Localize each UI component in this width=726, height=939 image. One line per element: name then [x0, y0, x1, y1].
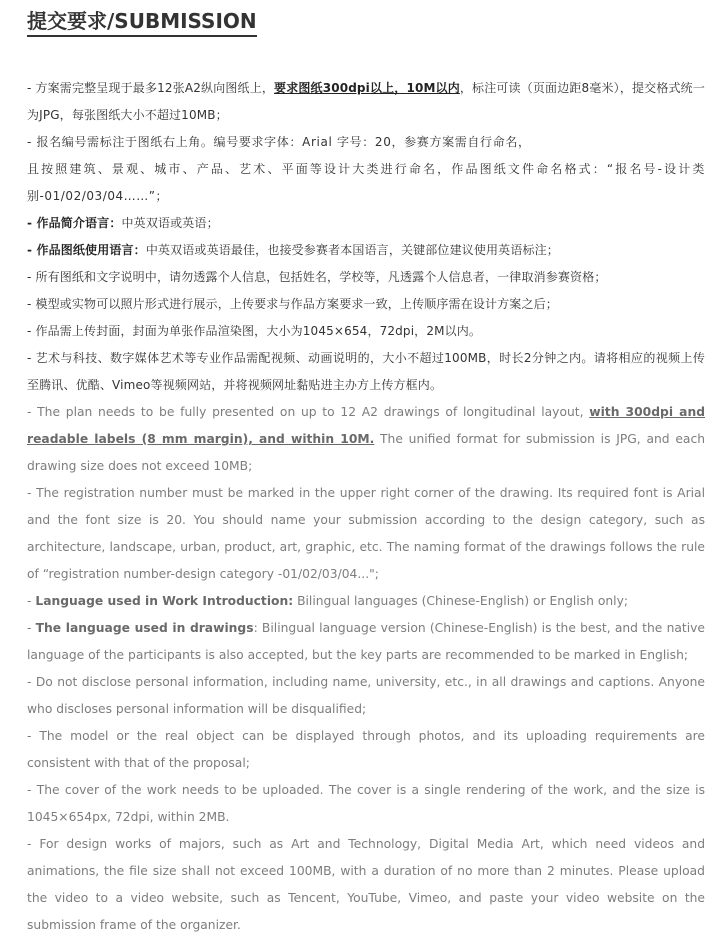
cn-item-intro-language-value: 中英双语或英语； [121, 216, 219, 230]
en-item-intro-language-dash: - [27, 594, 36, 608]
cn-item-format-emphasis: 要求图纸300dpi以上，10M以内 [274, 81, 460, 95]
en-item-drawing-language-dash: - [27, 621, 36, 635]
submission-section [27, 0, 705, 939]
english-requirements [27, 399, 705, 939]
cn-item-naming: 且按照建筑、景观、城市、产品、艺术、平面等设计大类进行命名，作品图纸文件命名格式：“报名号-设计类别-01/02/03/04……”； [27, 162, 705, 203]
cn-item-privacy: - 所有图纸和文字说明中，请勿透露个人信息，包括姓名，学校等，凡透露个人信息者，一律取消参赛资格； [27, 270, 607, 284]
cn-item-drawing-language-value: 中英双语或英语最佳，也接受参赛者本国语言，关键部位建议使用英语标注； [145, 243, 559, 257]
en-item-intro-language-value: Bilingual languages (Chinese-English) or English only; [293, 594, 628, 608]
cn-item-format-text: - 方案需完整呈现于最多12张A2纵向图纸上， [27, 81, 275, 95]
en-item-intro-language [27, 588, 705, 615]
section-heading: 提交要求/SUBMISSION [27, 8, 257, 37]
en-item-drawing-language-label: The language used in drawings [35, 621, 254, 635]
en-item-format-emphasis: with 300dpi and readable labels (8 mm margin), and within 10M. [27, 405, 705, 446]
cn-item-intro-language [27, 210, 705, 237]
spacer [27, 54, 705, 75]
en-item-registration: - The registration number must be marked in the upper right corner of the drawing. Its required font is Arial and the font size is 20. You should name your submission according to the design category, such as architecture, landscape, urban, product, art, graphic, etc. The naming format of the drawings follows the rule of “registration number-design category -01/02/03/04..."; [27, 486, 705, 581]
cn-item-cover: - 作品需上传封面，封面为单张作品渲染图，大小为1045×654，72dpi，2M以内。 [27, 324, 482, 338]
en-item-format [27, 399, 705, 480]
cn-item-format-text-end: ，标注可读（页面边距8毫米），提交格式统一为JPG，每张图纸大小不超过10MB； [27, 81, 705, 122]
en-item-intro-language-label: Language used in Work Introduction: [35, 594, 294, 608]
cn-item-drawing-language-label: - 作品图纸使用语言： [27, 243, 146, 257]
en-item-drawing-language-value: : Bilingual language version (Chinese-English) is the best, and the native language of the participants is also accepted, but the key parts are recommended to be marked in English; [27, 621, 705, 662]
cn-item-format [27, 75, 705, 129]
en-item-drawing-language [27, 615, 705, 669]
en-item-video: - For design works of majors, such as Art and Technology, Digital Media Art, which need videos and animations, the file size shall not exceed 100MB, with a duration of no more than 2 minutes. Please upload the video to a video website, such as Tencent, YouTube, Vimeo, and paste your video website on the submission frame of the organizer. [27, 837, 705, 932]
en-item-model: - The model or the real object can be displayed through photos, and its uploading requirements are consistent with that of the proposal; [27, 729, 705, 770]
cn-item-video: - 艺术与科技、数字媒体艺术等专业作品需配视频、动画说明的，大小不超过100MB，时长2分钟之内。请将相应的视频上传至腾讯、优酷、Vimeo等视频网站，并将视频网址黏贴进主办方上传方框内。 [27, 351, 705, 392]
en-item-format-text: - The plan needs to be fully presented on up to 12 A2 drawings of longitudinal layout, [27, 405, 590, 419]
cn-item-registration: - 报名编号需标注于图纸右上角。编号要求字体：Arial 字号：20，参赛方案需自行命名， [27, 135, 531, 149]
en-item-privacy: - Do not disclose personal information, including name, university, etc., in all drawings and captions. Anyone who discloses personal information will be disqualified; [27, 675, 705, 716]
heading-wrap [27, 8, 705, 54]
cn-item-intro-language-label: - 作品简介语言： [27, 216, 122, 230]
en-item-format-text-end: The unified format for submission is JPG, and each drawing size does not exceed 10MB; [27, 432, 705, 473]
cn-item-model: - 模型或实物可以照片形式进行展示，上传要求与作品方案要求一致，上传顺序需在设计方案之后； [27, 297, 558, 311]
en-item-cover: - The cover of the work needs to be uploaded. The cover is a single rendering of the work, and the size is 1045×654px, 72dpi, within 2MB. [27, 783, 705, 824]
chinese-requirements [27, 75, 705, 399]
cn-item-drawing-language [27, 237, 705, 264]
